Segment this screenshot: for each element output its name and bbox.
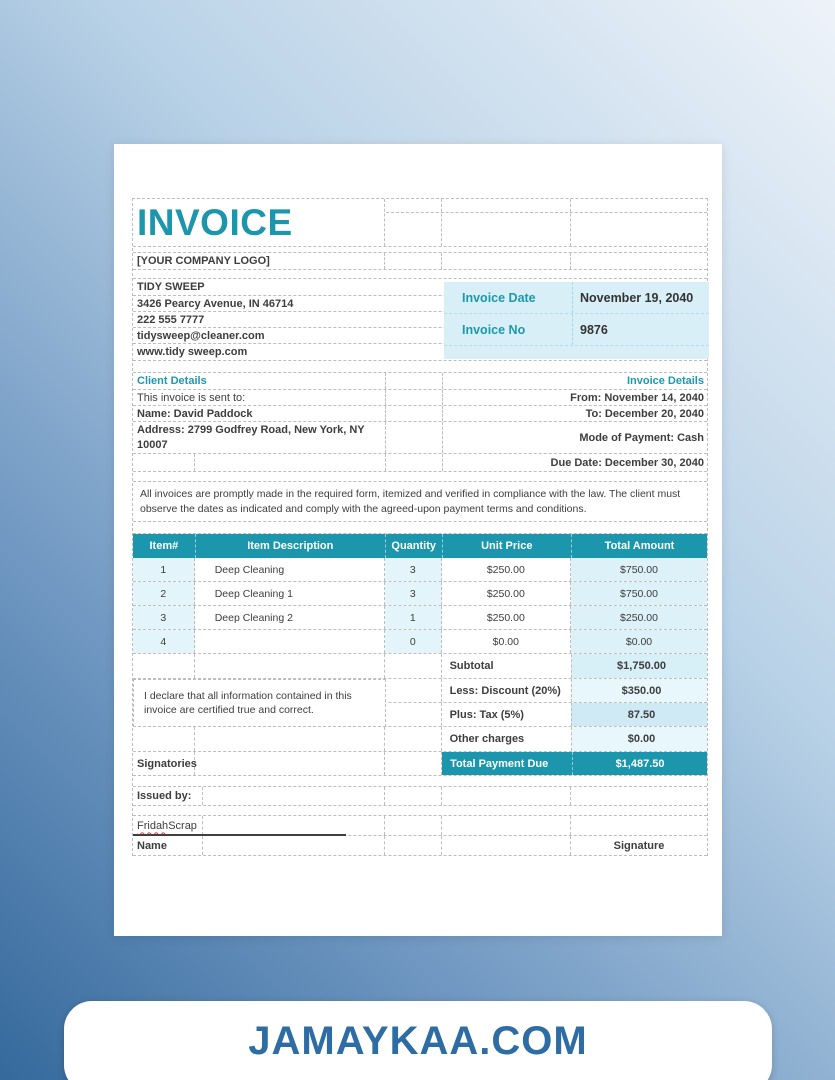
- client-name: Name: David Paddock: [133, 406, 386, 421]
- header-quantity: Quantity: [385, 534, 442, 558]
- grid-cell: [571, 787, 707, 805]
- declaration-text: I declare that all information contained in this invoice are certified true and correct.: [133, 679, 386, 727]
- grid-cell: [571, 199, 707, 246]
- subtotal-label: Subtotal: [449, 660, 494, 672]
- grid-cell: [442, 836, 571, 855]
- cell-quantity: 3: [385, 558, 442, 581]
- invoice-date-value: November 19, 2040: [580, 290, 694, 305]
- invoice-document: [114, 144, 722, 936]
- cell-unit-price: $250.00: [442, 582, 571, 605]
- details-due-date: Due Date: December 30, 2040: [550, 456, 704, 469]
- other-charges-label: Other charges: [449, 733, 525, 745]
- invoice-no-label: Invoice No: [444, 314, 573, 345]
- cell-item: 3: [133, 606, 195, 629]
- grid-gap-row: [133, 270, 707, 279]
- cell-item: 2: [133, 582, 195, 605]
- grid-cell: [195, 727, 385, 751]
- invoice-title-cell: [133, 199, 385, 246]
- cell-description: Deep Cleaning 2: [195, 606, 385, 629]
- cell-item: 1: [133, 558, 195, 581]
- cell-item: 4: [133, 630, 195, 653]
- grid-gap-row: [133, 776, 707, 787]
- grid-cell: [203, 816, 385, 835]
- grid-cell: [203, 836, 385, 855]
- header-total-amount: Total Amount: [571, 534, 707, 558]
- grid-cell: [133, 454, 195, 471]
- total-payment-due-row: [133, 752, 707, 776]
- issuer-name: [133, 816, 203, 835]
- cell-total: $750.00: [571, 558, 707, 581]
- company-phone: 222 555 7777: [133, 312, 707, 328]
- cell-quantity: 1: [385, 606, 442, 629]
- grid-cell: [385, 199, 442, 246]
- cell-total: $0.00: [571, 630, 707, 653]
- grid-cell: [386, 406, 443, 421]
- invoice-meta-block: [444, 282, 709, 359]
- grid-cell: [386, 454, 443, 471]
- company-address: 3426 Pearcy Avenue, IN 46714: [133, 296, 707, 312]
- grid-cell: [133, 654, 195, 678]
- grid-cell: [385, 752, 442, 775]
- grid-cell: [385, 253, 442, 269]
- table-row: [133, 582, 707, 606]
- grid-cell: [442, 787, 571, 805]
- grid-gap-row: [133, 361, 707, 373]
- cell-unit-price: $250.00: [442, 558, 571, 581]
- grid-cell: [571, 816, 707, 835]
- table-row: [133, 558, 707, 582]
- issued-by-row: [133, 787, 707, 806]
- grid-cell: [385, 703, 442, 726]
- details-row: [133, 406, 707, 422]
- invoice-details-header: Invoice Details: [626, 375, 704, 387]
- tax-value: 87.50: [571, 703, 707, 726]
- discount-value: $350.00: [571, 679, 707, 702]
- cell-unit-price: $250.00: [442, 606, 571, 629]
- details-header-row: [133, 373, 707, 390]
- grid-cell: [195, 752, 385, 775]
- watermark-text: JAMAYKAA.COM: [248, 1018, 588, 1063]
- company-section: [133, 279, 707, 361]
- invoice-sheet: [132, 198, 708, 856]
- company-logo-placeholder: [YOUR COMPANY LOGO]: [133, 253, 385, 269]
- title-row: [133, 199, 707, 247]
- invoice-date-row: [444, 282, 709, 314]
- subtotal-row: [133, 654, 707, 679]
- cell-quantity: 0: [385, 630, 442, 653]
- details-to: To: December 20, 2040: [585, 407, 704, 420]
- grid-cell: [195, 454, 386, 471]
- logo-row: [133, 253, 707, 270]
- summary-section: [133, 654, 707, 776]
- issuer-first-name: Fridah: [137, 819, 169, 832]
- signatories-label: Signatories: [133, 752, 195, 775]
- cell-description: Deep Cleaning 1: [195, 582, 385, 605]
- grid-cell: [444, 346, 709, 359]
- cell-description: Deep Cleaning: [195, 558, 385, 581]
- grid-cell: [385, 727, 442, 751]
- grid-gap-row: [133, 522, 707, 534]
- company-website: www.tidy sweep.com: [133, 344, 707, 361]
- details-from: From: November 14, 2040: [570, 391, 704, 404]
- invoice-date-label: Invoice Date: [444, 282, 573, 313]
- client-sent-to: This invoice is sent to:: [133, 390, 386, 405]
- grid-gap-row: [133, 472, 707, 482]
- header-unit-price: Unit Price: [442, 534, 571, 558]
- grid-cell: [385, 836, 442, 855]
- signature-label: Signature: [613, 839, 665, 852]
- grid-cell: [442, 199, 571, 246]
- gridline: [386, 212, 707, 213]
- grid-cell: [385, 787, 442, 805]
- cell-total: $250.00: [571, 606, 707, 629]
- cell-unit-price: $0.00: [442, 630, 571, 653]
- issuer-name-row: [133, 816, 707, 836]
- grid-cell: [386, 390, 443, 405]
- client-address: Address: 2799 Godfrey Road, New York, NY 10007: [133, 422, 386, 453]
- grid-cell: [385, 679, 442, 702]
- grid-cell: [386, 422, 443, 453]
- company-email: tidysweep@cleaner.com: [133, 328, 707, 344]
- other-charges-value: $0.00: [571, 727, 707, 751]
- other-charges-row: [133, 727, 707, 752]
- cell-description: [195, 630, 385, 653]
- details-row: [133, 454, 707, 472]
- terms-paragraph: All invoices are promptly made in the required form, itemized and verified in compliance with the law. The client must observe the dates as indicated and comply with the agreed-upon payment terms and conditions.: [133, 482, 707, 522]
- page-title: INVOICE: [137, 201, 293, 243]
- total-band: [442, 752, 707, 775]
- items-table-header: [133, 534, 707, 558]
- tax-label: Plus: Tax (5%): [449, 708, 524, 721]
- grid-cell: [386, 373, 443, 389]
- grid-cell: [442, 253, 571, 269]
- details-mode-of-payment: Mode of Payment: Cash: [579, 431, 704, 444]
- invoice-no-value: 9876: [580, 322, 608, 337]
- grid-cell: [385, 816, 442, 835]
- name-signature-row: [133, 836, 707, 856]
- header-description: Item Description: [195, 534, 385, 558]
- discount-label: Less: Discount (20%): [449, 684, 561, 697]
- issuer-last-name: Scrap: [168, 819, 197, 832]
- total-payment-due-value: $1,487.50: [572, 752, 707, 775]
- grid-cell: [195, 654, 385, 678]
- name-label: Name: [133, 836, 203, 855]
- cell-quantity: 3: [385, 582, 442, 605]
- issued-by-label: Issued by:: [133, 787, 203, 805]
- table-row: [133, 606, 707, 630]
- grid-gap-row: [133, 806, 707, 816]
- invoice-no-row: [444, 314, 709, 346]
- total-payment-due-label: Total Payment Due: [450, 757, 549, 770]
- subtotal-value: $1,750.00: [571, 654, 707, 678]
- grid-cell: [442, 816, 571, 835]
- grid-cell: [385, 654, 442, 678]
- table-row: [133, 630, 707, 654]
- company-name: TIDY SWEEP: [133, 279, 707, 296]
- details-row: [133, 422, 707, 454]
- grid-cell: [133, 727, 195, 751]
- details-row: [133, 390, 707, 406]
- cell-total: $750.00: [571, 582, 707, 605]
- grid-cell: [203, 787, 385, 805]
- watermark-card: [64, 1001, 772, 1080]
- header-item: Item#: [149, 540, 179, 552]
- grid-cell: [571, 253, 707, 269]
- client-details-header: Client Details: [133, 373, 386, 389]
